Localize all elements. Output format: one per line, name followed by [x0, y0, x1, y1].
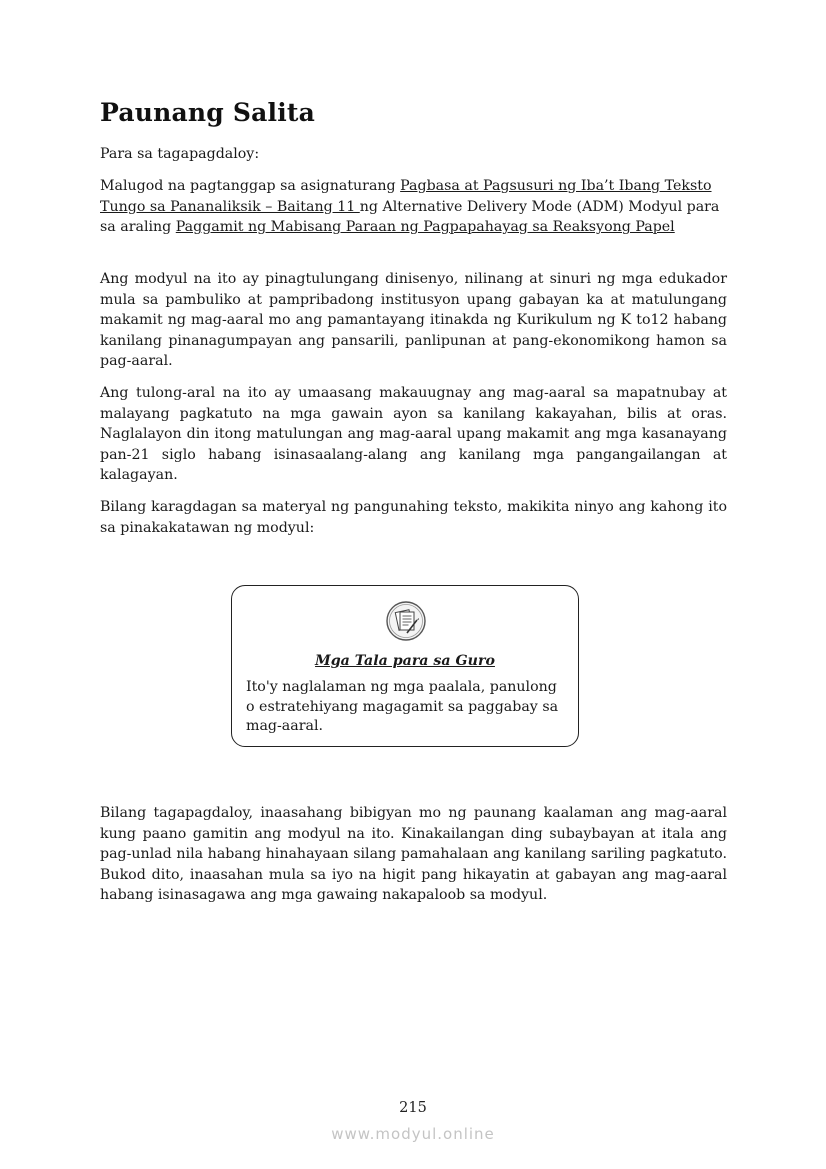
teacher-notes-title: Mga Tala para sa Guro	[315, 653, 495, 669]
paragraph-learning-aid: Ang tulong-aral na ito ay umaasang makauugnay ang mag-aaral sa mapatnubay at malayang pagkatuto na mga gawain ayon sa kanilang kakayahan, bilis at oras. Naglalayon din itong matulungan ang mag-aaral upang makamit ang mga kasanayang pan-21 siglo habang isinasaalang-alang ang kanilang mga pangangailangan at kalagayan.	[100, 385, 727, 484]
paragraph-module-design: Ang modyul na ito ay pinagtulungang dinisenyo, nilinang at sinuri ng mga edukador mula sa pambuliko at pampribadong institusyon upang gabayan ka at matulungang makamit ng mag-aaral mo ang pamantayang itinakda ng Kurikulum ng K to12 habang kanilang pinanagumpayan ang pansarili, panlipunan at pang-ekonomikong hamon sa pag-aaral.	[100, 271, 727, 370]
subject-title: Pagbasa at Pagsusuri ng Iba’t Ibang Teksto Tungo sa Pananaliksik – Baitang 11	[100, 178, 712, 215]
paragraph-closing: Bilang tagapagdaloy, inaasahang bibigyan mo ng paunang kaalaman ang mag-aaral kung paano gamitin ang modyul na ito. Kinakailangan ding subaybayan at itala ang pag-unlad nila habang hinahayaan silang pamahalaan ang kanilang sariling pagkatuto. Bukod dito, inaasahan mula sa iyo na higit pang hikayatin at gabayan ang mag-aaral habang isinasagawa ang mga gawaing nakapaloob sa modyul.	[100, 805, 727, 904]
teacher-notes-box	[231, 585, 579, 747]
salutation: Para sa tagapagdaloy:	[100, 146, 260, 162]
welcome-middle: ng Alternative Delivery Mode (ADM) Modyul para sa araling	[100, 198, 720, 236]
teacher-notes-body: Ito'y naglalaman ng mga paalala, panulong o estratehiyang magagamit sa paggabay sa mag-aaral.	[246, 679, 559, 734]
notes-icon	[385, 600, 427, 642]
lesson-title: Paggamit ng Mabisang Paraan ng Pagpapahayag sa Reaksyong Papel	[175, 219, 675, 236]
welcome-intro: Malugod na pagtanggap sa asignaturang	[100, 178, 401, 194]
page-title: Paunang Salita	[100, 98, 316, 127]
watermark: www.modyul.online	[331, 1125, 495, 1143]
welcome-paragraph	[100, 176, 727, 238]
page-number: 215	[399, 1100, 427, 1116]
paragraph-box-intro: Bilang karagdagan sa materyal ng pangunahing teksto, makikita ninyo ang kahong ito sa pinakakatawan ng modyul:	[100, 499, 727, 536]
